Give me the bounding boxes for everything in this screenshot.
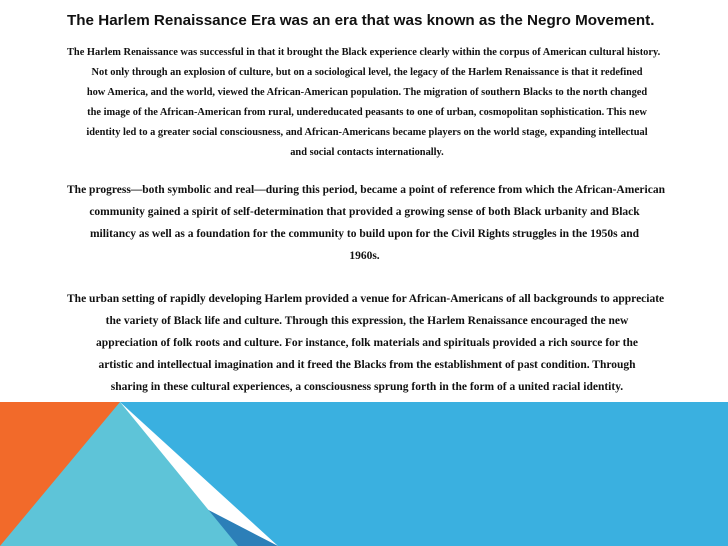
paragraph-line: artistic and intellectual imagination and it freed the Blacks from the establishment of past condition. Through (98, 359, 636, 371)
paragraph-line: community gained a spirit of self-determination that provided a growing sense of both Black urbanity and Black (89, 206, 640, 218)
paragraph-line: appreciation of folk roots and culture. For instance, folk materials and spirituals provided a rich source for the (96, 337, 638, 349)
paragraph-line: militancy as well as a foundation for the community to build upon for the Civil Rights struggles in the 1950s and (89, 228, 640, 240)
paragraph-line: The Harlem Renaissance was successful in that it brought the Black experience clearly within the corpus of American cultural history. (67, 47, 661, 58)
paragraph-line: how America, and the world, viewed the African-American population. The migration of southern Blacks to the north changed (86, 87, 648, 98)
paragraph-renaissance-legacy (67, 43, 667, 163)
paragraph-line: 1960s. (349, 250, 380, 262)
paragraph-line: sharing in these cultural experiences, a consciousness sprung forth in the form of a united racial identity. (110, 381, 624, 393)
slide-title: The Harlem Renaissance Era was an era that was known as the Negro Movement. (67, 12, 655, 29)
paragraph-line: The urban setting of rapidly developing Harlem provided a venue for African-Americans of all backgrounds to appreciate (67, 293, 665, 305)
paragraph-line: Not only through an explosion of culture, but on a sociological level, the legacy of the Harlem Renaissance is that it redefined (91, 67, 643, 78)
paragraph-line: the image of the African-American from rural, undereducated peasants to one of urban, cosmopolitan sophistication. This new (87, 107, 647, 118)
orange-triangle-shape (0, 402, 120, 546)
blue-band-shape (120, 402, 728, 546)
paragraph-line: the variety of Black life and culture. Through this expression, the Harlem Renaissance encouraged the new (105, 315, 629, 327)
paragraph-urban-setting (67, 288, 667, 398)
paragraph-line: and social contacts internationally. (290, 147, 444, 158)
paragraph-line: The progress—both symbolic and real—during this period, became a point of reference from which the African-American (67, 184, 665, 196)
dark-blue-triangle-shape (0, 402, 278, 546)
paragraph-line: identity led to a greater social consciousness, and African-Americans became players on the world stage, expanding intellectual (86, 127, 648, 138)
teal-triangle-shape (0, 402, 238, 546)
paragraph-progress (67, 179, 665, 267)
